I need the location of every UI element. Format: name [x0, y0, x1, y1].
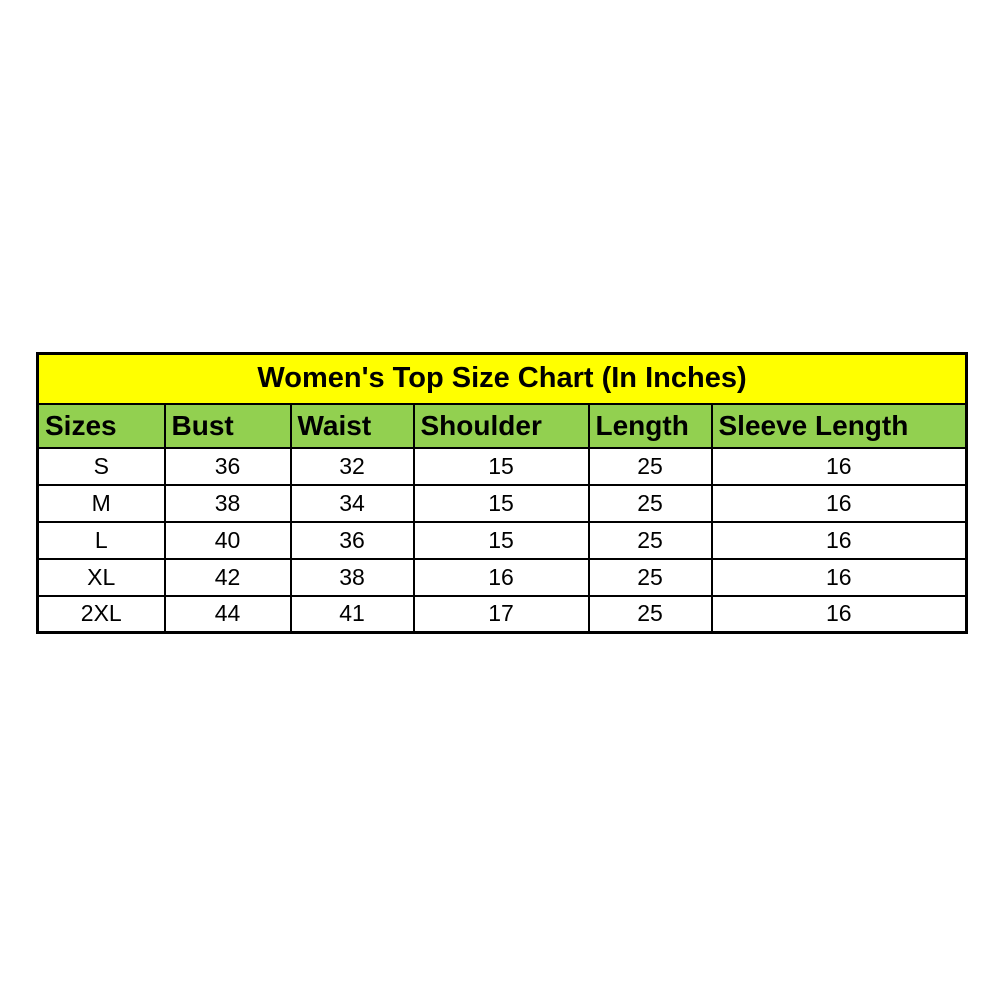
- table-row-s: [38, 448, 967, 485]
- size-cell: M: [38, 485, 165, 522]
- measurement-cell: 15: [414, 522, 589, 559]
- column-header-sleeve-length: Sleeve Length: [712, 404, 967, 448]
- measurement-cell: 41: [291, 596, 414, 633]
- table-row-m: [38, 485, 967, 522]
- table-row-xl: [38, 559, 967, 596]
- measurement-cell: 16: [712, 559, 967, 596]
- column-header-bust: Bust: [165, 404, 291, 448]
- size-cell: XL: [38, 559, 165, 596]
- measurement-cell: 34: [291, 485, 414, 522]
- table-title: Women's Top Size Chart (In Inches): [38, 354, 967, 404]
- header-row: [38, 404, 967, 448]
- measurement-cell: 15: [414, 448, 589, 485]
- measurement-cell: 40: [165, 522, 291, 559]
- column-header-sizes: Sizes: [38, 404, 165, 448]
- table-row-l: [38, 522, 967, 559]
- measurement-cell: 25: [589, 596, 712, 633]
- measurement-cell: 38: [165, 485, 291, 522]
- measurement-cell: 42: [165, 559, 291, 596]
- measurement-cell: 16: [414, 559, 589, 596]
- measurement-cell: 36: [165, 448, 291, 485]
- measurement-cell: 25: [589, 559, 712, 596]
- measurement-cell: 16: [712, 522, 967, 559]
- measurement-cell: 36: [291, 522, 414, 559]
- measurement-cell: 44: [165, 596, 291, 633]
- measurement-cell: 16: [712, 448, 967, 485]
- measurement-cell: 16: [712, 596, 967, 633]
- measurement-cell: 32: [291, 448, 414, 485]
- title-row: [38, 354, 967, 404]
- measurement-cell: 15: [414, 485, 589, 522]
- measurement-cell: 25: [589, 522, 712, 559]
- size-chart-table: [36, 352, 968, 634]
- size-cell: L: [38, 522, 165, 559]
- table-row-2xl: [38, 596, 967, 633]
- measurement-cell: 16: [712, 485, 967, 522]
- measurement-cell: 38: [291, 559, 414, 596]
- column-header-shoulder: Shoulder: [414, 404, 589, 448]
- measurement-cell: 25: [589, 485, 712, 522]
- measurement-cell: 17: [414, 596, 589, 633]
- size-cell: 2XL: [38, 596, 165, 633]
- measurement-cell: 25: [589, 448, 712, 485]
- size-cell: S: [38, 448, 165, 485]
- column-header-waist: Waist: [291, 404, 414, 448]
- column-header-length: Length: [589, 404, 712, 448]
